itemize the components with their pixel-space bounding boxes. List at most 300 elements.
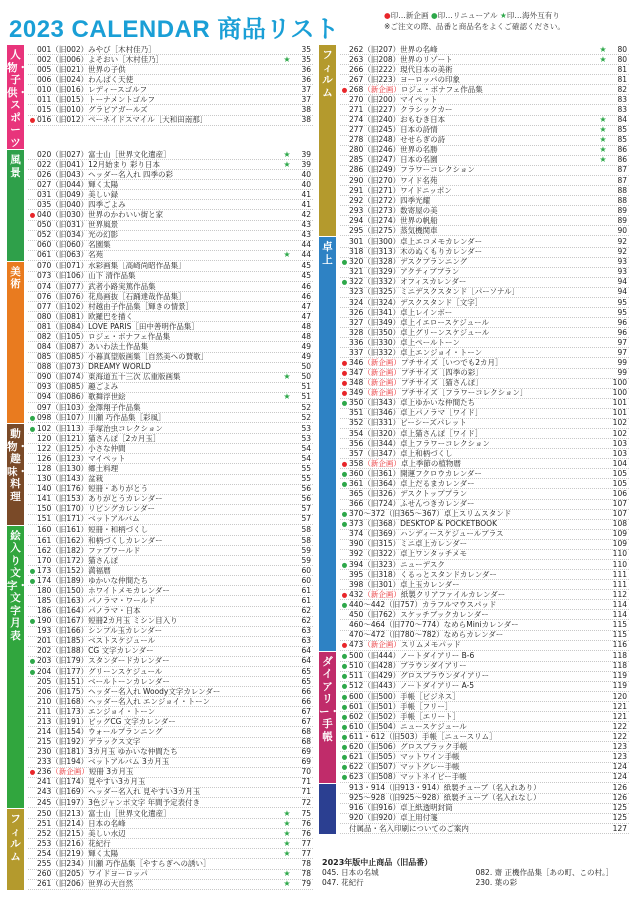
list-item xyxy=(28,707,313,717)
product-name: 352（旧331）ビーシーズパレット xyxy=(349,418,467,428)
product-name: 925～928（旧925～928）紙製チューブ（名入れなし） xyxy=(349,793,541,803)
product-name: 358（新企画）卓上季節の植物暦 xyxy=(349,459,461,468)
list-item xyxy=(340,237,629,247)
list-item xyxy=(340,620,629,630)
product-name: 005（旧021）世界の子供 xyxy=(37,65,126,74)
product-name: 916（旧916）卓上紙透明封筒 xyxy=(349,803,453,813)
list-item xyxy=(28,95,313,105)
list-item xyxy=(340,186,629,196)
page-number: 96 xyxy=(617,318,627,327)
product-name: 291（旧271）ワイドニッポン xyxy=(349,186,452,195)
product-name: 260（旧205）ワイドヨーロッパ xyxy=(37,869,148,879)
list-item xyxy=(28,768,313,778)
section-label: 人物・子供・スポーツ xyxy=(7,45,24,149)
product-name: 292（旧272）四季光耀 xyxy=(349,196,431,205)
renewal-dot-icon: ● xyxy=(341,560,348,569)
page-number: 62 xyxy=(301,606,311,616)
page-number: 41 xyxy=(301,190,311,199)
product-name: 085（旧085）小暮真望版画集［自然美への賛歌］ xyxy=(37,352,209,362)
page-number: 37 xyxy=(301,85,311,94)
renewal-dot-icon: ● xyxy=(341,672,348,681)
page-number: 77 xyxy=(301,849,311,858)
product-name: 252（旧215）美しい水辺 xyxy=(37,829,126,838)
list-item xyxy=(340,116,629,126)
page-number: 111 xyxy=(612,580,627,589)
product-name: 082（旧105）ロジェ・ボナフェ作品集 xyxy=(37,332,171,341)
list-item xyxy=(28,292,313,302)
list-item xyxy=(28,312,313,322)
product-name: 322（旧332）オフィスカレンダー xyxy=(349,277,467,287)
page-number: 68 xyxy=(301,727,311,736)
product-name: 510（旧428）ブラウンダイアリー xyxy=(349,661,467,671)
product-name: 016（旧012）ペーネイドスマイル［大和田南那］ xyxy=(37,115,208,125)
list-item xyxy=(340,500,629,510)
list-item xyxy=(28,262,313,272)
list-item xyxy=(340,55,629,65)
page-number: 63 xyxy=(301,626,311,636)
page-number: 40 xyxy=(301,170,311,179)
product-name: 301（旧300）卓上エコメモカレンダー xyxy=(349,237,483,247)
product-name: 093（旧085）趣ごよみ xyxy=(37,382,119,392)
section-label xyxy=(319,784,336,834)
page-number: 69 xyxy=(301,747,311,757)
list-item xyxy=(28,515,313,525)
new-badge: （新企画） xyxy=(363,378,401,388)
product-name: 623（旧508）マットネイビー手帳 xyxy=(349,772,467,782)
page-number: 110 xyxy=(612,559,627,569)
page-number: 125 xyxy=(612,813,627,823)
list-item xyxy=(28,353,313,363)
page-number: 69 xyxy=(301,757,311,767)
page-number: 109 xyxy=(612,529,627,539)
list-item xyxy=(340,176,629,186)
list-item xyxy=(28,758,313,768)
product-name: 015（旧010）グラビアガールズ xyxy=(37,105,148,115)
product-name: 001（旧002）みやび［木村佳乃］ xyxy=(37,45,156,54)
product-name: 440～442（旧757）カラフルマウスパッド xyxy=(349,600,497,609)
list-item xyxy=(340,773,629,783)
page-number: 85 xyxy=(617,125,627,135)
page-number: 58 xyxy=(301,535,311,545)
product-name: 010（旧016）レディースゴルフ xyxy=(37,85,148,94)
star-icon: ★ xyxy=(599,125,607,135)
page-number: 110 xyxy=(612,549,627,559)
product-name: 398（旧301）卓上玉カレンダー xyxy=(349,580,460,589)
page-number: 87 xyxy=(617,176,627,185)
section-items xyxy=(24,424,313,525)
page-number: 97 xyxy=(617,338,627,347)
page-number: 114 xyxy=(612,600,627,609)
product-name: 327（旧349）卓上イエロースケジュール xyxy=(349,318,490,327)
list-item xyxy=(28,302,313,312)
product-name: 323（旧325）ミニデスクスタンド［パーソナル］ xyxy=(349,287,520,297)
page-number: 55 xyxy=(301,464,311,473)
product-name: 473（新企画）スリムメモパッド xyxy=(349,640,461,650)
product-name: 271（旧227）クラシックカー xyxy=(349,105,453,115)
list-item xyxy=(340,763,629,773)
page-number: 36 xyxy=(301,65,311,74)
product-name: 370～372（旧365～367）卓上スリムスタンド xyxy=(349,509,512,519)
product-name: 348（新企画）プチサイズ［猫さんぽ］ xyxy=(349,378,483,388)
product-name: 326（旧341）卓上レインボー xyxy=(349,308,453,317)
page-number: 78 xyxy=(301,859,311,869)
product-name: 203（旧179）スタンダードカレンダー xyxy=(37,656,170,666)
list-item xyxy=(28,383,313,393)
product-name: 150（旧170）リビングカレンダー xyxy=(37,504,155,514)
section-items xyxy=(24,262,313,423)
list-item xyxy=(28,105,313,115)
page-number: 126 xyxy=(612,793,627,803)
left-section xyxy=(7,150,313,262)
page-number: 50 xyxy=(301,362,311,372)
list-item xyxy=(28,586,313,596)
list-item xyxy=(340,348,629,358)
renewal-dot-icon: ● xyxy=(341,763,348,772)
product-name: 151（旧171）ベットアルバム xyxy=(37,514,140,524)
renewal-dot-icon: ● xyxy=(341,652,348,661)
page-number: 35 xyxy=(301,55,311,64)
product-name: 060（旧060）名園集 xyxy=(37,240,111,250)
list-item xyxy=(28,424,313,434)
product-name: 006（旧024）わんぱく天使 xyxy=(37,75,134,84)
renewal-dot-icon: ● xyxy=(29,424,36,433)
list-item xyxy=(28,190,313,200)
product-name: 161（旧162）和柄づくしカレンダー xyxy=(37,535,163,545)
section-label: フィルム xyxy=(7,809,24,890)
list-item xyxy=(28,687,313,697)
product-name: 278（旧248）せせらぎの詩 xyxy=(349,135,446,145)
product-name: 511（旧429）グロスブラウンダイアリー xyxy=(349,671,490,681)
page-number: 122 xyxy=(612,722,627,731)
list-item xyxy=(28,170,313,180)
product-name: 266（旧222）現代日本の美術 xyxy=(349,65,453,74)
section-items xyxy=(336,652,629,783)
product-name: 214（旧154）ウォールプランニング xyxy=(37,727,163,736)
list-item xyxy=(340,45,629,55)
product-name: 026（旧043）ヘッダー名入れ 四季の彩 xyxy=(37,170,174,179)
star-icon: ★ xyxy=(283,372,291,382)
list-item xyxy=(28,627,313,637)
page-number: 127 xyxy=(612,824,627,833)
product-name: 621（旧505）マットワイン手帳 xyxy=(349,752,460,762)
renewal-dot-icon: ● xyxy=(29,667,36,676)
page-number: 47 xyxy=(301,302,311,311)
new-dot-icon: ● xyxy=(29,211,36,220)
page-number: 52 xyxy=(301,413,311,422)
product-name: 201（旧185）ベストスケジュール xyxy=(37,636,156,646)
product-name: 031（旧049）美しい録 xyxy=(37,190,119,199)
page-number: 100 xyxy=(612,388,627,398)
page-number: 36 xyxy=(301,75,311,84)
star-icon: ★ xyxy=(599,45,607,54)
list-item xyxy=(28,454,313,464)
product-name: 250（旧213）富士山［世界文化遺産］ xyxy=(37,809,171,818)
star-icon: ★ xyxy=(283,829,291,838)
list-item xyxy=(28,819,313,829)
list-item xyxy=(340,631,629,641)
left-section xyxy=(7,45,313,150)
product-name: 206（旧175）ヘッダー名入れ Woody文字カレンダー xyxy=(37,687,221,696)
list-item xyxy=(28,717,313,727)
page-title: 2023 CALENDAR 商品リスト xyxy=(9,16,340,43)
page-number: 67 xyxy=(301,707,311,716)
product-name: 205（旧151）ベールトーンカレンダー xyxy=(37,677,170,686)
page-number: 65 xyxy=(301,666,311,676)
product-name: 040（旧030）世界のかわいい街と家 xyxy=(37,210,164,220)
list-item xyxy=(340,328,629,338)
list-item xyxy=(340,641,629,651)
product-name: 126（旧123）マイペット xyxy=(37,454,126,463)
product-name: 274（旧240）おもむき日本 xyxy=(349,115,446,125)
page-number: 100 xyxy=(612,378,627,388)
product-name: 002（旧006）よそおい［木村佳乃］ xyxy=(37,55,164,64)
product-name: 022（旧041）12月始まり 彩り日本 xyxy=(37,160,161,169)
list-item xyxy=(28,116,313,126)
page-number: 60 xyxy=(301,566,311,575)
product-name: 337（旧332）卓上エンジョイ・トーン xyxy=(349,348,483,357)
page-number: 87 xyxy=(617,165,627,175)
product-name: 293（旧273）数寄屋の美 xyxy=(349,206,438,215)
product-name: 350（旧343）卓上ゆかいな仲間たち xyxy=(349,398,476,408)
list-item xyxy=(28,536,313,546)
page-number: 101 xyxy=(612,408,627,418)
new-dot-icon: ● xyxy=(341,389,348,398)
list-item xyxy=(340,752,629,762)
list-item xyxy=(340,409,629,419)
product-name: 080（旧081）欧羅巴を描く xyxy=(37,312,134,321)
list-item xyxy=(28,556,313,566)
page-number: 89 xyxy=(617,206,627,215)
list-item xyxy=(340,570,629,580)
list-item xyxy=(28,75,313,85)
page-number: 64 xyxy=(301,646,311,656)
discontinued-item: 045. 日本の名城 xyxy=(322,868,379,877)
product-name: 318（旧313）木のぬくもりカレンダー xyxy=(349,247,483,257)
page-number: 78 xyxy=(301,869,311,879)
page-number: 123 xyxy=(612,742,627,751)
product-name: 233（旧194）ベットアルバム 3カ月玉 xyxy=(37,757,170,767)
product-name: 602（旧502）手帳［エリート］ xyxy=(349,712,461,721)
legend-note: ※ご注文の際、品番と商品名をよくご確認ください。 xyxy=(384,22,566,31)
page-number: 39 xyxy=(301,150,311,159)
page-number: 114 xyxy=(612,610,627,619)
product-name: 320（旧328）デスクプランニング xyxy=(349,257,468,267)
product-name: 073（旧106）山下 清作品集 xyxy=(37,271,136,281)
list-item xyxy=(340,338,629,348)
list-item xyxy=(340,389,629,399)
star-icon: ★ xyxy=(283,839,291,848)
list-item xyxy=(340,600,629,610)
page-number: 71 xyxy=(301,787,311,797)
page-number: 83 xyxy=(617,95,627,104)
page-number: 75 xyxy=(301,809,311,818)
page-number: 86 xyxy=(617,145,627,155)
product-name: 450（旧762）スケッチブックカレンダー xyxy=(349,610,489,619)
list-item xyxy=(340,358,629,368)
product-name: 088（旧073）DREAMY WORLD xyxy=(37,362,151,372)
renewal-dot-icon: ● xyxy=(341,600,348,609)
star-icon: ★ xyxy=(283,809,291,818)
page-number: 126 xyxy=(612,783,627,793)
page-number: 44 xyxy=(301,250,311,260)
list-item xyxy=(28,849,313,859)
page-number: 43 xyxy=(301,230,311,240)
page-number: 55 xyxy=(301,474,311,484)
list-item xyxy=(28,180,313,190)
product-name: 280（旧246）世界の名勝 xyxy=(349,145,438,155)
list-item xyxy=(28,870,313,880)
page-number: 62 xyxy=(301,616,311,626)
product-name: 321（旧329）アクティブプラン xyxy=(349,267,460,277)
list-item xyxy=(28,495,313,505)
page-number: 38 xyxy=(301,105,311,115)
product-name: 011（旧015）トーナメントゴルフ xyxy=(37,95,156,104)
product-name: 061（旧063）名苑 xyxy=(37,250,104,260)
new-badge: （新企画） xyxy=(363,85,401,94)
product-name: 354（旧320）卓上猫さんぽ［ワイド］ xyxy=(349,428,483,438)
list-item xyxy=(340,268,629,278)
renewal-dot-icon: ● xyxy=(29,617,36,626)
list-item xyxy=(340,216,629,226)
list-item xyxy=(340,652,629,662)
product-name: 432（新企画）紙製クリアファイルカレンダー xyxy=(349,590,506,599)
renewal-dot-icon: ● xyxy=(341,742,348,751)
discontinued-item: 230. 葉の彩 xyxy=(475,878,518,887)
page-number: 95 xyxy=(617,297,627,307)
list-item xyxy=(340,226,629,236)
page-number: 65 xyxy=(301,677,311,686)
list-item xyxy=(340,784,629,794)
new-dot-icon: ● xyxy=(341,379,348,388)
page-number: 80 xyxy=(617,45,627,54)
page-number: 45 xyxy=(301,271,311,281)
product-name: 193（旧166）シンプル玉カレンダー xyxy=(37,626,163,636)
star-icon: ★ xyxy=(283,150,291,159)
product-name: 付属品・名入印刷についてのご案内 xyxy=(349,824,469,833)
new-badge: （新企画） xyxy=(51,767,89,777)
product-name: 251（旧214）日本の名峰 xyxy=(37,819,126,828)
list-item xyxy=(28,464,313,474)
product-name: 204（旧177）グリーンスケジュール xyxy=(37,666,163,676)
page-number: 57 xyxy=(301,504,311,514)
page-number: 107 xyxy=(612,509,627,519)
list-item xyxy=(28,505,313,515)
page-number: 53 xyxy=(301,434,311,443)
product-name: 366（旧724）ふせんつきカレンダー xyxy=(349,499,475,509)
product-name: 077（旧102）村越由子作品集［輝きの情景］ xyxy=(37,302,194,311)
list-item xyxy=(28,200,313,210)
page-number: 81 xyxy=(617,65,627,74)
page-number: 121 xyxy=(612,702,627,711)
product-name: 277（旧245）日本の詩情 xyxy=(349,125,438,135)
product-name: 253（旧216）花紀行 xyxy=(37,839,111,848)
page-number: 103 xyxy=(612,439,627,448)
right-section xyxy=(319,784,629,835)
page-number: 63 xyxy=(301,636,311,646)
new-badge: （新企画） xyxy=(363,459,401,468)
list-item xyxy=(28,485,313,495)
list-item xyxy=(340,126,629,136)
list-item xyxy=(340,479,629,489)
list-item xyxy=(340,156,629,166)
page-number: 42 xyxy=(301,210,311,220)
list-item xyxy=(340,318,629,328)
list-item xyxy=(340,489,629,499)
renewal-dot-icon: ● xyxy=(341,520,348,529)
list-item xyxy=(28,859,313,869)
list-item xyxy=(340,166,629,176)
list-item xyxy=(340,196,629,206)
product-name: 365（旧326）デスクトッププラン xyxy=(349,489,468,498)
list-item xyxy=(28,778,313,788)
product-name: 356（旧344）卓上フラワーコレクション xyxy=(349,439,490,448)
page-number: 76 xyxy=(301,819,311,828)
list-item xyxy=(28,342,313,352)
product-name: 470～472（旧780～782）なめらカレンダー xyxy=(349,630,504,640)
list-item xyxy=(28,526,313,536)
list-item xyxy=(340,105,629,115)
list-item xyxy=(340,258,629,268)
page-number: 93 xyxy=(617,267,627,277)
discontinued-list xyxy=(319,868,629,888)
section-items xyxy=(336,237,629,650)
page-number: 43 xyxy=(301,220,311,230)
renewal-dot-icon: ● xyxy=(341,753,348,762)
list-item xyxy=(340,742,629,752)
page-number: 83 xyxy=(617,105,627,115)
list-item xyxy=(28,444,313,454)
page-number: 96 xyxy=(617,328,627,337)
list-item xyxy=(340,298,629,308)
page-number: 53 xyxy=(301,424,311,433)
page-number: 56 xyxy=(301,484,311,494)
renewal-dot-icon: ● xyxy=(341,712,348,721)
page-number: 105 xyxy=(612,469,627,478)
page-number: 77 xyxy=(301,839,311,848)
product-name: 620（旧506）グロスブラック手帳 xyxy=(349,742,468,751)
product-name: 160（旧161）短冊・和柄づくし xyxy=(37,525,149,535)
renewal-dot-icon: ● xyxy=(341,702,348,711)
section-items xyxy=(24,526,313,808)
product-name: 027（旧044）輝く太陽 xyxy=(37,180,119,189)
page-number: 93 xyxy=(617,257,627,267)
list-item xyxy=(340,590,629,600)
list-item xyxy=(28,221,313,231)
list-item xyxy=(340,540,629,550)
page-number: 46 xyxy=(301,292,311,301)
new-badge: （新企画） xyxy=(363,388,401,398)
star-icon: ★ xyxy=(283,160,291,169)
page-number: 106 xyxy=(612,489,627,498)
page-number: 92 xyxy=(617,237,627,247)
list-item xyxy=(28,413,313,423)
page-number: 89 xyxy=(617,216,627,225)
left-section xyxy=(7,526,313,809)
renewal-dot-icon: ● xyxy=(341,692,348,701)
renewal-dot-icon: ● xyxy=(341,278,348,287)
list-item xyxy=(340,65,629,75)
list-item xyxy=(340,369,629,379)
page-number: 105 xyxy=(612,479,627,488)
page-number: 86 xyxy=(617,155,627,165)
left-section xyxy=(7,424,313,526)
list-item xyxy=(340,824,629,834)
list-item xyxy=(340,580,629,590)
page-number: 67 xyxy=(301,717,311,726)
page-number: 51 xyxy=(301,392,311,402)
right-section xyxy=(319,45,629,237)
product-name: 913・914（旧913・914）紙製チューブ（名入れあり） xyxy=(349,783,541,793)
